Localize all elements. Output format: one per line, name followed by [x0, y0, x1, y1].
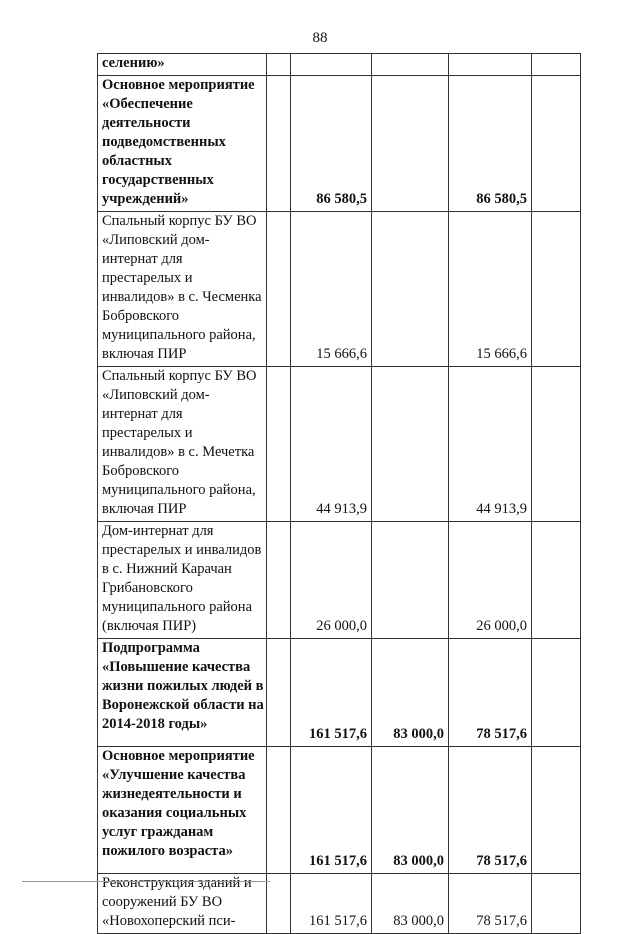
- row-description: Спальный корпус БУ ВО «Липовский дом-интернат для престарелых и инвалидов» в с. Чесменка Бобровского муниципального района, включая ПИР: [98, 212, 267, 367]
- table-row: [98, 54, 581, 76]
- row-description: Реконструкция зданий и сооружений БУ ВО «Новохоперский пси-: [98, 874, 267, 934]
- total-amount-cell: 15 666,6: [291, 212, 372, 367]
- empty-cell: [267, 212, 291, 367]
- row-description: Основное мероприятие «Обеспечение деятельности подведомственных областных государственных учреждений»: [98, 76, 267, 212]
- empty-cell: [267, 54, 291, 76]
- empty-cell: [267, 874, 291, 934]
- extra-amount-cell: [532, 747, 581, 874]
- regional-amount-cell: 26 000,0: [449, 522, 532, 639]
- total-amount-cell: 161 517,6: [291, 639, 372, 747]
- federal-amount-cell: [372, 212, 449, 367]
- row-description: Основное мероприятие «Улучшение качества жизнедеятельности и оказания социальных услуг гражданам пожилого возраста»: [98, 747, 267, 874]
- table-row: [98, 639, 581, 747]
- total-amount-cell: [291, 54, 372, 76]
- regional-amount-cell: [449, 54, 532, 76]
- federal-amount-cell: 83 000,0: [372, 639, 449, 747]
- row-description: Подпрограмма «Повышение качества жизни пожилых людей в Воронежской области на 2014-2018 годы»: [98, 639, 267, 747]
- extra-amount-cell: [532, 367, 581, 522]
- row-description: Дом-интернат для престарелых и инвалидов в с. Нижний Карачан Грибановского муниципального района (включая ПИР): [98, 522, 267, 639]
- table-row: [98, 367, 581, 522]
- regional-amount-cell: 78 517,6: [449, 874, 532, 934]
- table-row: [98, 874, 581, 934]
- total-amount-cell: 161 517,6: [291, 747, 372, 874]
- empty-cell: [267, 639, 291, 747]
- table-row: [98, 522, 581, 639]
- table-row: [98, 76, 581, 212]
- table-row: [98, 212, 581, 367]
- extra-amount-cell: [532, 212, 581, 367]
- regional-amount-cell: 15 666,6: [449, 212, 532, 367]
- federal-amount-cell: 83 000,0: [372, 874, 449, 934]
- empty-cell: [267, 522, 291, 639]
- row-description: селению»: [98, 54, 267, 76]
- federal-amount-cell: [372, 522, 449, 639]
- extra-amount-cell: [532, 522, 581, 639]
- regional-amount-cell: 78 517,6: [449, 747, 532, 874]
- extra-amount-cell: [532, 639, 581, 747]
- federal-amount-cell: 83 000,0: [372, 747, 449, 874]
- extra-amount-cell: [532, 874, 581, 934]
- total-amount-cell: 86 580,5: [291, 76, 372, 212]
- empty-cell: [267, 367, 291, 522]
- empty-cell: [267, 747, 291, 874]
- footnote-divider: [22, 881, 270, 882]
- regional-amount-cell: 44 913,9: [449, 367, 532, 522]
- empty-cell: [267, 76, 291, 212]
- total-amount-cell: 26 000,0: [291, 522, 372, 639]
- federal-amount-cell: [372, 54, 449, 76]
- total-amount-cell: 161 517,6: [291, 874, 372, 934]
- regional-amount-cell: 86 580,5: [449, 76, 532, 212]
- extra-amount-cell: [532, 76, 581, 212]
- federal-amount-cell: [372, 76, 449, 212]
- extra-amount-cell: [532, 54, 581, 76]
- page-number: 88: [312, 30, 328, 46]
- budget-table: [97, 53, 581, 934]
- federal-amount-cell: [372, 367, 449, 522]
- row-description: Спальный корпус БУ ВО «Липовский дом-интернат для престарелых и инвалидов» в с. Мечетка Бобровского муниципального района, включая ПИР: [98, 367, 267, 522]
- total-amount-cell: 44 913,9: [291, 367, 372, 522]
- table-row: [98, 747, 581, 874]
- regional-amount-cell: 78 517,6: [449, 639, 532, 747]
